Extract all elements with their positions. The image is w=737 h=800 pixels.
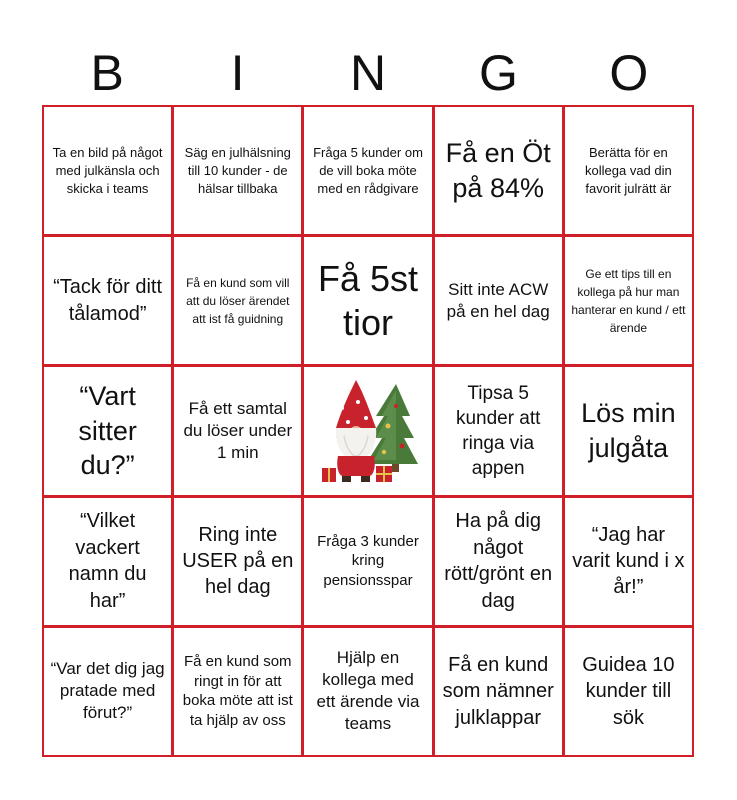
- bingo-cell[interactable]: Tipsa 5 kunder att ringa via appen: [435, 367, 562, 494]
- bingo-cell[interactable]: Hjälp en kollega med ett ärende via teams: [304, 628, 431, 755]
- bingo-cell[interactable]: Ha på dig något rött/grönt en dag: [435, 498, 562, 625]
- bingo-cell[interactable]: Få ett samtal du löser under 1 min: [174, 367, 301, 494]
- bingo-cell[interactable]: Ge ett tips till en kollega på hur man hanterar en kund / ett ärende: [565, 237, 692, 364]
- bingo-cell[interactable]: Lös min julgåta: [565, 367, 692, 494]
- free-space[interactable]: [304, 367, 431, 494]
- bingo-board: [42, 105, 694, 757]
- header-letter-g: G: [478, 45, 518, 101]
- bingo-cell[interactable]: Få en Öt på 84%: [435, 107, 562, 234]
- bingo-cell[interactable]: “Var det dig jag pratade med förut?”: [44, 628, 171, 755]
- bingo-cell[interactable]: Ta en bild på något med julkänsla och skicka i teams: [44, 107, 171, 234]
- header-letter-i: I: [230, 45, 245, 101]
- bingo-cell[interactable]: Guidea 10 kunder till sök: [565, 628, 692, 755]
- bingo-cell[interactable]: “Vilket vackert namn du har”: [44, 498, 171, 625]
- bingo-cell[interactable]: Säg en julhälsning till 10 kunder - de hälsar tillbaka: [174, 107, 301, 234]
- bingo-cell[interactable]: Få 5st tior: [304, 237, 431, 364]
- bingo-cell[interactable]: Fråga 5 kunder om de vill boka möte med en rådgivare: [304, 107, 431, 234]
- bingo-cell[interactable]: “Tack för ditt tålamod”: [44, 237, 171, 364]
- bingo-cell[interactable]: “Vart sitter du?”: [44, 367, 171, 494]
- bingo-cell[interactable]: Fråga 3 kunder kring pensionsspar: [304, 498, 431, 625]
- bingo-cell[interactable]: Få en kund som vill att du löser ärendet att ist få guidning: [174, 237, 301, 364]
- bingo-cell[interactable]: Berätta för en kollega vad din favorit julrätt är: [565, 107, 692, 234]
- bingo-cell[interactable]: “Jag har varit kund i x år!”: [565, 498, 692, 625]
- bingo-header: [42, 40, 694, 106]
- bingo-cell[interactable]: Ring inte USER på en hel dag: [174, 498, 301, 625]
- bingo-cell[interactable]: Få en kund som ringt in för att boka möte att ist ta hjälp av oss: [174, 628, 301, 755]
- header-letter-o: O: [609, 45, 649, 101]
- header-letter-b: B: [90, 45, 124, 101]
- christmas-gnome-icon: [318, 376, 418, 486]
- header-letter-n: N: [349, 45, 387, 101]
- bingo-cell[interactable]: Få en kund som nämner julklappar: [435, 628, 562, 755]
- bingo-cell[interactable]: Sitt inte ACW på en hel dag: [435, 237, 562, 364]
